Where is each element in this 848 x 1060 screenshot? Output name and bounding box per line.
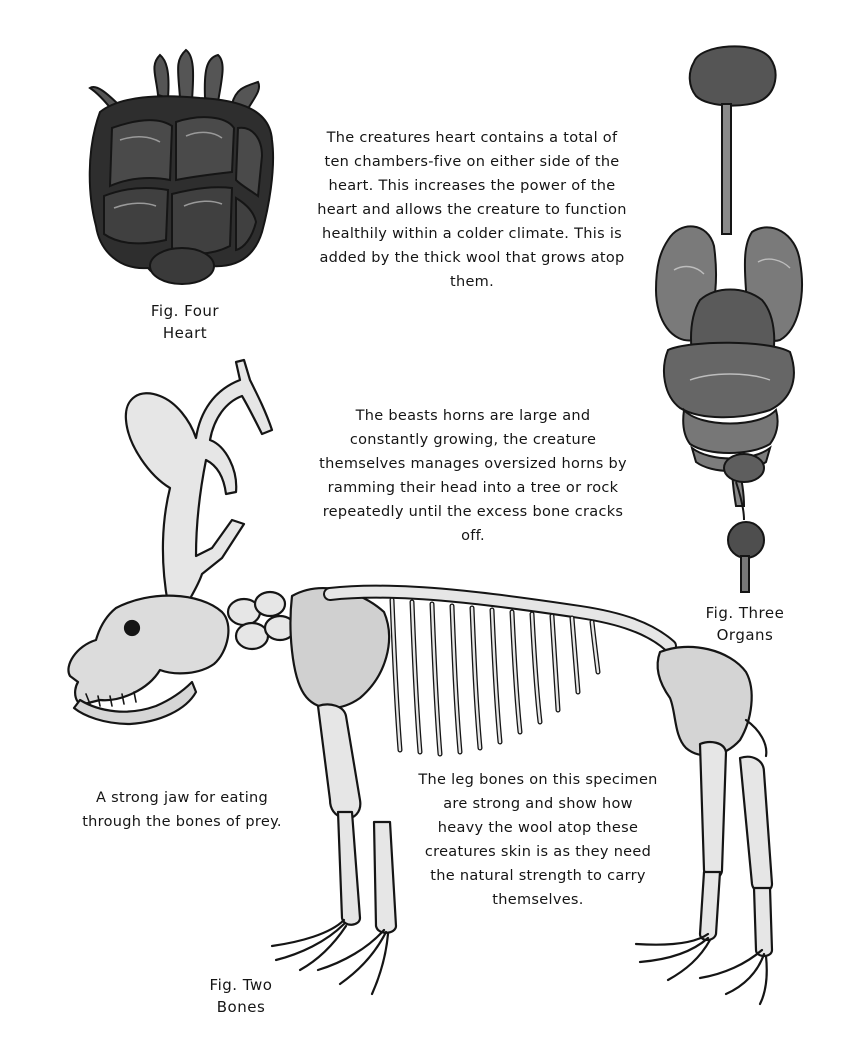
horns-note: The beasts horns are large and constantly growing, the creature themselves manages oversized horns by ramming their head into a tree or rock repeatedly until the excess bone cracks off. <box>319 408 627 544</box>
ribcage-inner <box>392 600 598 754</box>
figure-four-name: Heart <box>162 324 208 342</box>
front-radius-2 <box>374 822 396 933</box>
ribcage <box>392 600 598 754</box>
back-paw-2 <box>700 950 767 1004</box>
back-tibia-3 <box>754 888 772 956</box>
pelvis <box>658 647 752 756</box>
back-tibia-2 <box>700 872 720 940</box>
figure-two-name: Bones <box>216 998 266 1016</box>
back-tibia <box>740 757 772 893</box>
figure-three-label: Fig. Three <box>705 604 785 622</box>
figure-three-caption <box>680 602 810 646</box>
figure-four-label: Fig. Four <box>150 302 220 320</box>
back-femur <box>700 742 726 878</box>
spine <box>330 592 670 646</box>
legs-note: The leg bones on this specimen are strong and show how heavy the wool atop these creatures skin is as they need the natural strength to carry themselves. <box>418 772 658 908</box>
front-paw-2 <box>318 930 388 994</box>
jaw-note: A strong jaw for eating through the bones of prey. <box>82 790 282 830</box>
front-humerus <box>318 704 360 818</box>
antler <box>126 360 272 606</box>
back-paw-1 <box>636 934 710 980</box>
heart-note: The creatures heart contains a total of ten chambers-five on either side of the heart. This increases the power of the heart and allows the creature to function healthily within a colder climate. This is added by the thick wool that grows atop them. <box>317 130 627 290</box>
figure-three-name: Organs <box>716 626 774 644</box>
figure-four-caption <box>120 300 250 344</box>
front-radius <box>338 812 360 925</box>
figure-two-label: Fig. Two <box>209 976 273 994</box>
skull <box>68 596 228 705</box>
figure-two-caption <box>176 974 306 1018</box>
scapula <box>291 588 390 708</box>
front-paw-1 <box>272 920 346 970</box>
